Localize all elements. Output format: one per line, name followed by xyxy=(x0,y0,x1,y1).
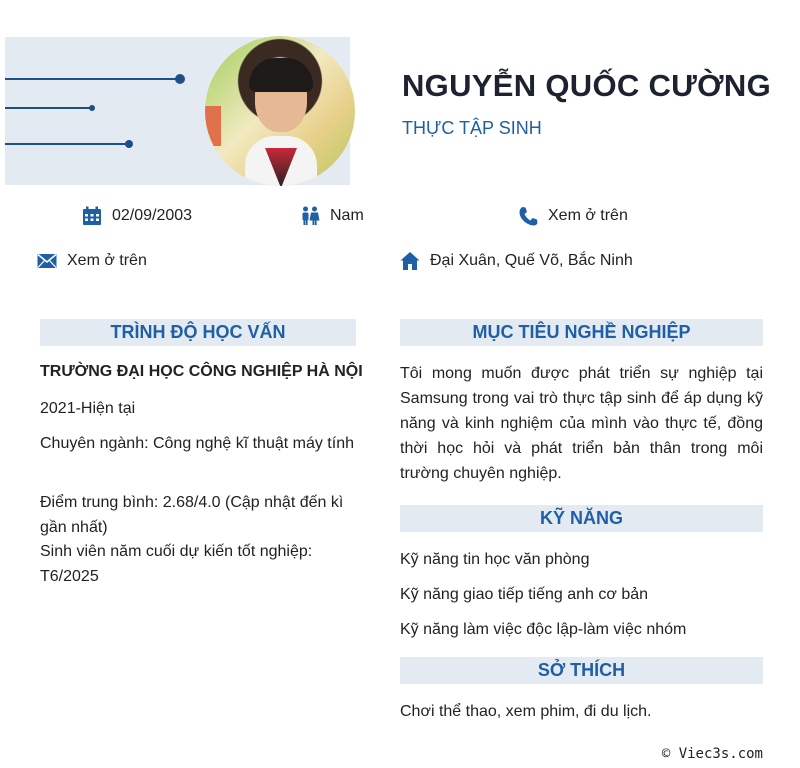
skill-item: Kỹ năng giao tiếp tiếng anh cơ bản xyxy=(400,586,649,603)
address-text: Đại Xuân, Quế Võ, Bắc Ninh xyxy=(430,252,633,269)
skill-item: Kỹ năng làm việc độc lập-làm việc nhóm xyxy=(400,621,687,638)
birthdate-text: 02/09/2003 xyxy=(112,207,193,224)
decor-line-2 xyxy=(5,107,91,109)
objective-text: Tôi mong muốn được phát triển sự nghiệp tại Samsung trong vai trò thực tập sinh để áp dụng kỹ năng và kinh nghiệm của mình vào thực tế, đồng thời học hỏi và phát triển bản thân trong môi trường chuyên nghiệp. xyxy=(400,365,763,482)
hobbies-heading: SỞ THÍCH xyxy=(400,657,763,684)
decor-line-3 xyxy=(5,143,127,145)
candidate-name: NGUYỄN QUỐC CƯỜNG xyxy=(402,68,772,103)
education-graduation: Sinh viên năm cuối dự kiến tốt nghiệp: T6/2025 xyxy=(40,543,313,585)
education-major: Chuyên ngành: Công nghệ kĩ thuật máy tính xyxy=(40,435,354,452)
profile-photo xyxy=(205,36,355,186)
info-birthdate xyxy=(82,206,192,226)
envelope-icon xyxy=(37,251,57,271)
info-address xyxy=(400,251,633,271)
skill-item: Kỹ năng tin học văn phòng xyxy=(400,551,590,568)
gender-text: Nam xyxy=(330,207,364,224)
decor-dot-3 xyxy=(125,140,133,148)
hobbies-text: Chơi thể thao, xem phim, đi du lịch. xyxy=(400,703,652,720)
info-phone xyxy=(518,206,628,226)
candidate-role: THỰC TẬP SINH xyxy=(402,118,542,138)
education-period: 2021-Hiện tại xyxy=(40,400,136,417)
footer-credit: © Viec3s.com xyxy=(661,746,763,762)
objective-heading: MỤC TIÊU NGHỀ NGHIỆP xyxy=(400,319,763,346)
education-heading: TRÌNH ĐỘ HỌC VẤN xyxy=(40,319,356,346)
calendar-icon xyxy=(82,206,102,226)
home-icon xyxy=(400,251,420,271)
info-email xyxy=(37,251,147,271)
people-icon xyxy=(300,206,320,226)
info-gender xyxy=(300,206,364,226)
education-gpa: Điểm trung bình: 2.68/4.0 (Cập nhật đến kì gần nhất) xyxy=(40,494,344,536)
decor-dot-2 xyxy=(89,105,95,111)
decor-line-1 xyxy=(5,78,177,80)
email-text: Xem ở trên xyxy=(67,252,147,269)
education-school: TRƯỜNG ĐẠI HỌC CÔNG NGHIỆP HÀ NỘI xyxy=(40,363,363,380)
skills-heading: KỸ NĂNG xyxy=(400,505,763,532)
decor-dot-1 xyxy=(175,74,185,84)
phone-icon xyxy=(518,206,538,226)
phone-text: Xem ở trên xyxy=(548,207,628,224)
